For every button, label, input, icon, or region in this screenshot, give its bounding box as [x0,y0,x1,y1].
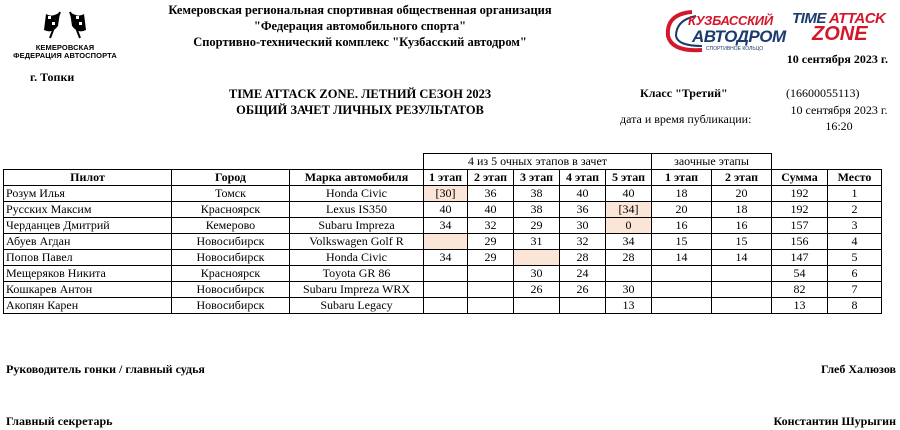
cell-stage-2: 29 [468,234,514,250]
col-stage-5: 5 этап [606,170,652,186]
cell-stage-4: 24 [560,266,606,282]
cell-car: Subaru Impreza WRX [290,282,424,298]
date-top: 10 сентября 2023 г. [786,52,888,66]
cell-city: Новосибирск [172,282,290,298]
cell-place: 4 [828,234,882,250]
cell-place: 8 [828,298,882,314]
table-row [4,234,882,250]
results-table [3,153,882,314]
col-stage-3: 3 этап [514,170,560,186]
organizer-line2: "Федерация автомобильного спорта" [253,19,467,33]
col-place: Место [828,170,882,186]
cell-city: Новосибирск [172,234,290,250]
cell-sum: 157 [772,218,828,234]
cell-stage-3: 38 [514,202,560,218]
cell-remote-1: 20 [652,202,712,218]
cell-sum: 192 [772,202,828,218]
secretary-role: Главный секретарь [6,414,113,428]
cell-stage-4: 28 [560,250,606,266]
remote-stages-header: заочные этапы [652,154,772,170]
col-remote-1: 1 этап [652,170,712,186]
cell-remote-1: 18 [652,186,712,202]
cell-remote-1 [652,266,712,282]
cell-place: 6 [828,266,882,282]
cell-stage-3: 38 [514,186,560,202]
cell-pilot: Мещеряков Никита [4,266,172,282]
cell-car: Toyota GR 86 [290,266,424,282]
cell-city: Красноярск [172,266,290,282]
cell-pilot: Кошкарев Антон [4,282,172,298]
cell-stage-4: 32 [560,234,606,250]
group-header-row [4,154,882,170]
kuzbass-autodrome-logo [662,6,786,56]
time-attack-logo-line2: ZONE [812,23,868,45]
cell-stage-5: 30 [606,282,652,298]
table-row [4,186,882,202]
cell-stage-3: 31 [514,234,560,250]
cell-sum: 147 [772,250,828,266]
on-site-stages-header: 4 из 5 очных этапов в зачет [424,154,652,170]
cell-stage-1 [424,234,468,250]
cell-stage-5: 28 [606,250,652,266]
kuzbass-logo-line1: КУЗБАССКИЙ [688,13,773,28]
cell-stage-5: 40 [606,186,652,202]
event-title-block [200,86,520,118]
cell-pilot: Русских Максим [4,202,172,218]
secretary-name: Константин Шурыгин [773,414,896,428]
cell-car: Honda Civic [290,186,424,202]
cell-stage-1: [30] [424,186,468,202]
publication-label: дата и время публикации: [620,112,752,126]
cell-place: 7 [828,282,882,298]
cell-stage-3 [514,298,560,314]
publication-datetime [780,102,898,134]
cell-place: 2 [828,202,882,218]
cell-stage-4: 36 [560,202,606,218]
cell-remote-2: 15 [712,234,772,250]
cell-stage-1 [424,298,468,314]
kuzbass-logo-line2: АВТОДРОМ [692,27,786,46]
cell-car: Volkswagen Golf R [290,234,424,250]
cell-remote-2: 16 [712,218,772,234]
table-row [4,298,882,314]
cell-city: Томск [172,186,290,202]
cell-sum: 54 [772,266,828,282]
cell-pilot: Абуев Агдан [4,234,172,250]
col-remote-2: 2 этап [712,170,772,186]
cell-stage-1 [424,266,468,282]
col-car: Марка автомобиля [290,170,424,186]
class-label: Класс "Третий" [640,86,728,100]
cell-stage-2 [468,298,514,314]
cell-stage-2: 32 [468,218,514,234]
cell-remote-1 [652,282,712,298]
cell-stage-5: 34 [606,234,652,250]
cell-stage-2 [468,282,514,298]
event-subtitle: ОБЩИЙ ЗАЧЕТ ЛИЧНЫХ РЕЗУЛЬТАТОВ [236,103,484,117]
cell-place: 5 [828,250,882,266]
cell-sum: 156 [772,234,828,250]
cell-stage-4: 26 [560,282,606,298]
cell-pilot: Попов Павел [4,250,172,266]
cell-sum: 82 [772,282,828,298]
cell-remote-1 [652,298,712,314]
cell-stage-5: [34] [606,202,652,218]
col-sum: Сумма [772,170,828,186]
cell-city: Красноярск [172,202,290,218]
cell-stage-3: 29 [514,218,560,234]
cell-stage-1: 34 [424,250,468,266]
organizer-line1: Кемеровская региональная спортивная общественная организация [168,3,552,17]
cell-car: Subaru Legacy [290,298,424,314]
cell-car: Lexus IS350 [290,202,424,218]
class-code: (16600055113) [786,86,860,100]
judge-name: Глеб Халюзов [821,362,896,376]
organizer-block [150,2,570,50]
table-row [4,266,882,282]
cell-remote-2 [712,266,772,282]
judge-role: Руководитель гонки / главный судья [6,362,205,376]
cell-city: Кемерово [172,218,290,234]
cell-pilot: Черданцев Дмитрий [4,218,172,234]
cell-stage-5: 0 [606,218,652,234]
city: г. Топки [30,70,75,84]
federation-logo [10,6,120,66]
cell-stage-3: 26 [514,282,560,298]
cell-remote-1: 16 [652,218,712,234]
table-row [4,282,882,298]
organizer-line3: Спортивно-технический комплекс "Кузбасский автодром" [193,35,527,49]
column-header-row [4,170,882,186]
table-row [4,218,882,234]
cell-stage-4 [560,298,606,314]
cell-stage-2: 36 [468,186,514,202]
cell-place: 3 [828,218,882,234]
publication-time: 16:20 [825,119,853,133]
cell-remote-2: 14 [712,250,772,266]
cell-remote-2 [712,282,772,298]
cell-remote-2 [712,298,772,314]
cell-remote-1: 14 [652,250,712,266]
col-pilot: Пилот [4,170,172,186]
cell-stage-5: 13 [606,298,652,314]
time-attack-word1: TIME [792,10,829,27]
federation-logo-line1: КЕМЕРОВСКАЯ [35,43,95,52]
cell-sum: 13 [772,298,828,314]
cell-city: Новосибирск [172,298,290,314]
cell-stage-1: 40 [424,202,468,218]
cell-stage-1 [424,282,468,298]
cell-pilot: Розум Илья [4,186,172,202]
cell-stage-4: 30 [560,218,606,234]
table-row [4,202,882,218]
cell-stage-3: 30 [514,266,560,282]
checkered-flag-icon [10,6,120,44]
cell-remote-2: 18 [712,202,772,218]
event-title: TIME ATTACK ZONE. ЛЕТНИЙ СЕЗОН 2023 [228,87,492,101]
cell-stage-3 [514,250,560,266]
cell-stage-5 [606,266,652,282]
cell-stage-2 [468,266,514,282]
time-attack-word2: ATTACK [828,10,886,27]
cell-sum: 192 [772,186,828,202]
col-stage-4: 4 этап [560,170,606,186]
time-attack-zone-logo [792,10,892,44]
cell-car: Subaru Impreza [290,218,424,234]
cell-stage-1: 34 [424,218,468,234]
kuzbass-logo-line3: СПОРТИВНОЕ КОЛЬЦО [706,46,764,52]
cell-stage-2: 40 [468,202,514,218]
table-row [4,250,882,266]
cell-pilot: Акопян Карен [4,298,172,314]
publication-date: 10 сентября 2023 г. [790,103,888,117]
cell-remote-2: 20 [712,186,772,202]
col-stage-2: 2 этап [468,170,514,186]
cell-stage-4: 40 [560,186,606,202]
cell-car: Honda Civic [290,250,424,266]
col-stage-1: 1 этап [424,170,468,186]
federation-logo-line2: ФЕДЕРАЦИЯ АВТОСПОРТА [13,51,117,60]
cell-place: 1 [828,186,882,202]
col-city: Город [172,170,290,186]
cell-city: Новосибирск [172,250,290,266]
cell-stage-2: 29 [468,250,514,266]
cell-remote-1: 15 [652,234,712,250]
